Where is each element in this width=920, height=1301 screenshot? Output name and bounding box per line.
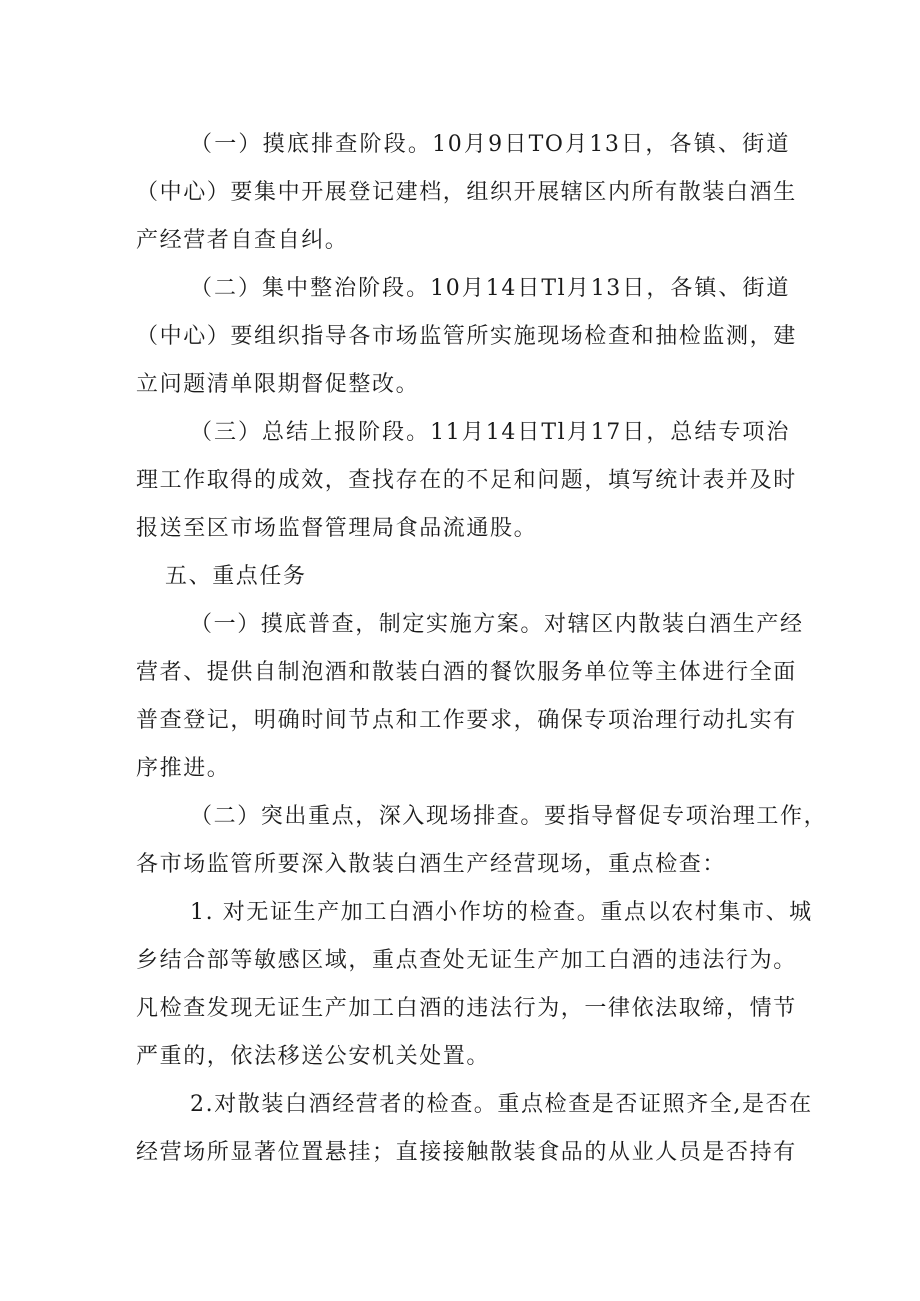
text-line: （中心）要组织指导各市场监管所实施现场检查和抽检监测，建 (136, 324, 797, 349)
text-line: 理工作取得的成效，查找存在的不足和问题，填写统计表并及时 (136, 468, 797, 493)
text-line: （二）集中整治阶段。10月14日Tl月13日，各镇、街道 (190, 276, 790, 301)
text-line: 序推进。 (136, 756, 231, 781)
text-line: 经营场所显著位置悬挂；直接接触散装食品的从业人员是否持有 (136, 1140, 797, 1165)
text-line: 1. 对无证生产加工白酒小作坊的检查。重点以农村集市、城 (190, 900, 813, 925)
text-line: 严重的，依法移送公安机关处置。 (136, 1044, 491, 1069)
text-line: 乡结合部等敏感区域，重点查处无证生产加工白酒的违法行为。 (136, 948, 797, 973)
text-line: 各市场监管所要深入散装白酒生产经营现场，重点检查： (136, 852, 727, 877)
text-line: 产经营者自查自纠。 (136, 228, 349, 253)
text-line: （一）摸底排查阶段。10月9日TO月13日，各镇、街道 (190, 132, 790, 157)
text-line: （三）总结上报阶段。11月14日Tl月17日，总结专项治 (190, 420, 790, 445)
text-line: （中心）要集中开展登记建档，组织开展辖区内所有散装白酒生 (136, 180, 797, 205)
text-line: 凡检查发现无证生产加工白酒的违法行为，一律依法取缔，情节 (136, 996, 797, 1021)
text-line: 报送至区市场监督管理局食品流通股。 (136, 516, 538, 541)
text-line: 立问题清单限期督促整改。 (136, 372, 420, 397)
text-line: 普查登记，明确时间节点和工作要求，确保专项治理行动扎实有 (136, 708, 797, 733)
text-line: 2.对散装白酒经营者的检查。重点检查是否证照齐全,是否在 (190, 1092, 813, 1117)
text-line: （二）突出重点，深入现场排查。要指导督促专项治理工作， (190, 804, 828, 829)
section-heading: 五、重点任务 (165, 564, 307, 589)
text-line: 营者、提供自制泡酒和散装白酒的餐饮服务单位等主体进行全面 (136, 660, 797, 685)
text-line: （一）摸底普查，制定实施方案。对辖区内散装白酒生产经 (190, 612, 804, 637)
